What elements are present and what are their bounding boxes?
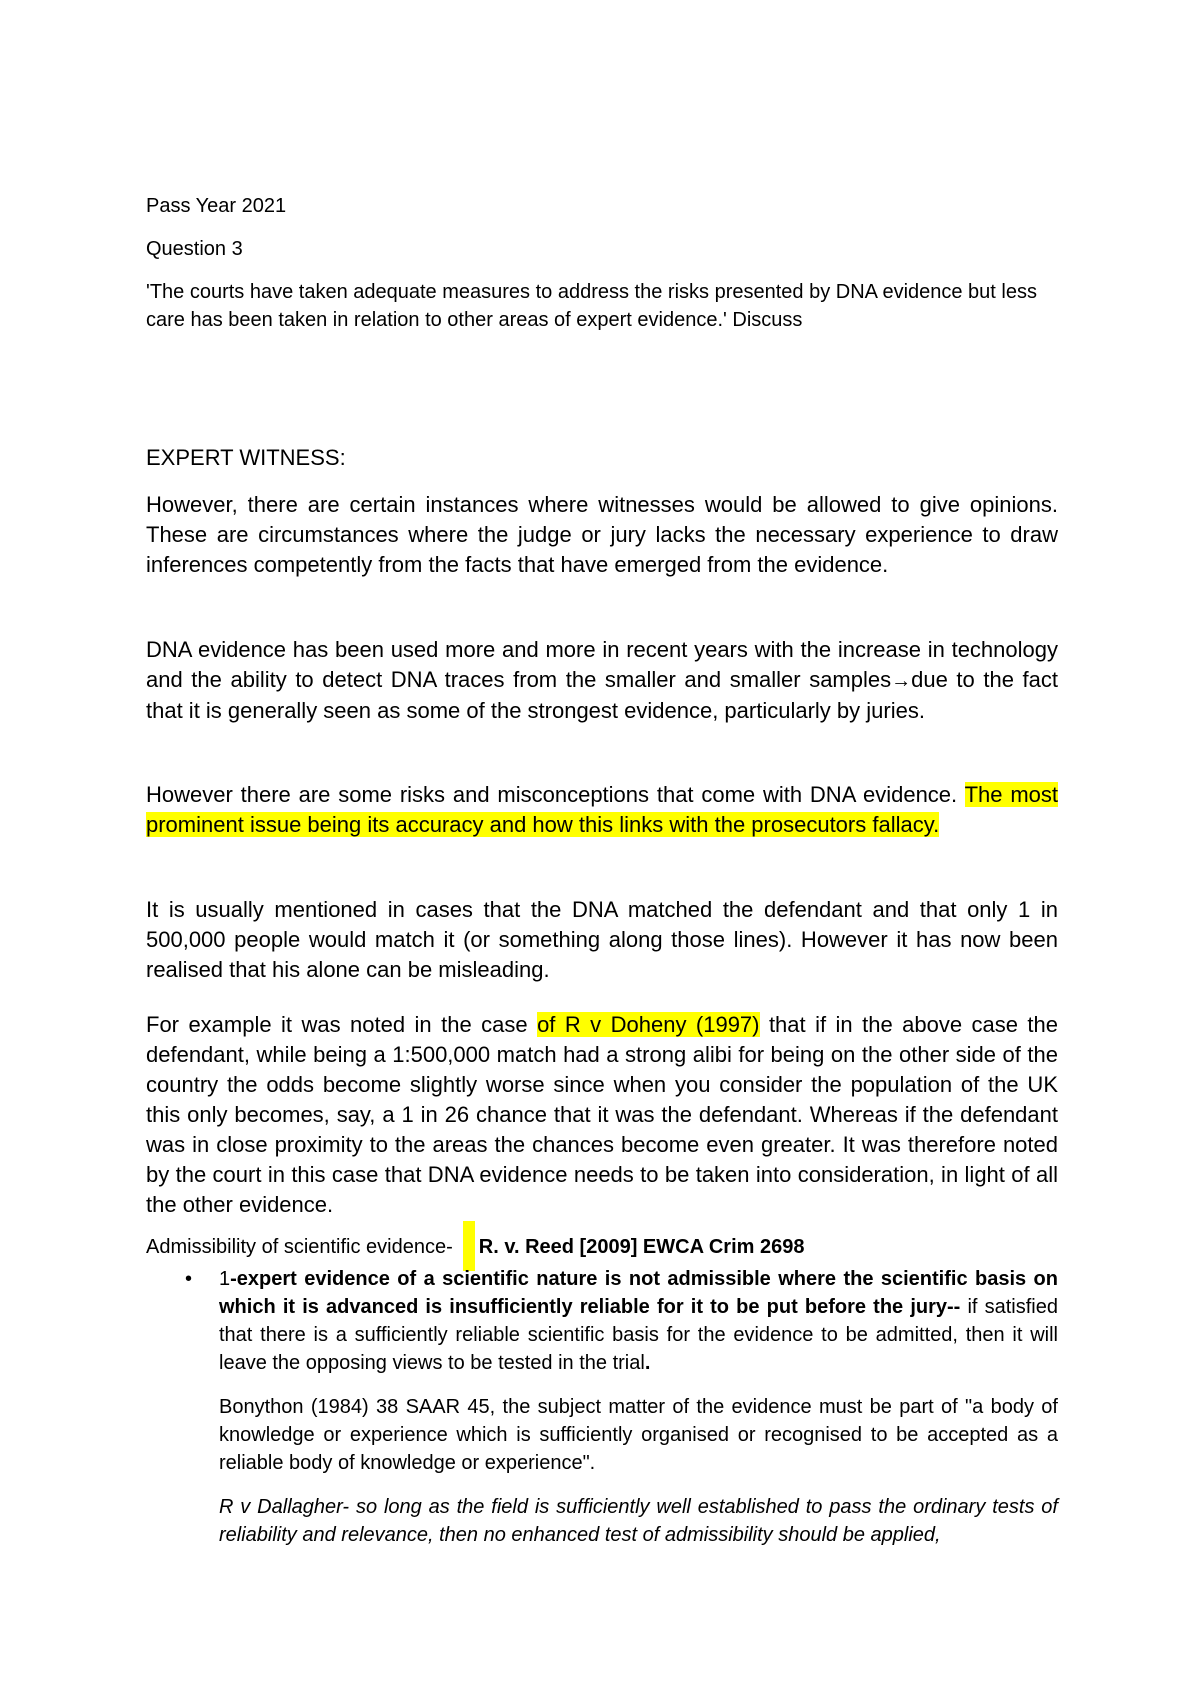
bullet-number: 1: [219, 1268, 231, 1290]
risks-text: However there are some risks and misconceptions that come with DNA evidence.: [146, 782, 958, 807]
dallagher-text: R v Dallagher- so long as the field is sufficiently well established to pass the ordinary tests of reliability and relevance, then no enhanced test of admissibility should be applied,: [219, 1496, 1058, 1546]
bullet-plain-text: if satisfied that there is a sufficiently reliable scientific basis for the evidence to be admitted, then it will leave the opposing views to be tested in the trial: [219, 1296, 1058, 1374]
dna-text-part1: DNA evidence has been used more and more in recent years with the increase in technology and the ability to detect DNA traces from the smaller and smaller samples: [146, 637, 1058, 692]
admissibility-line: [146, 1221, 1058, 1271]
arrow-right-icon: →: [891, 670, 912, 692]
bullet-bold-rule: -expert evidence of a scientific nature is not admissible where the scientific basis on which it is advanced is insufficiently reliable for it to be put before the jury--: [219, 1268, 1058, 1318]
paragraph-misleading: It is usually mentioned in cases that the DNA matched the defendant and that only 1 in 500,000 people would match it (or something along those lines). However it has now been realised that his alone can be misleading.: [146, 897, 1058, 982]
paragraph-dna-evidence: [146, 635, 1058, 726]
bullet-item-1: [185, 1265, 1058, 1549]
highlighted-case-doheny: of R v Doheny (1997): [537, 1012, 760, 1037]
doheny-text-after: that if in the above case the defendant, while being a 1:500,000 match had a strong alibi for being on the other side of the country the odds become slightly worse since when you consider the population of the UK this only becomes, say, a 1 in 26 chance that it was the defendant. Whereas if the defendant was in close proximity to the areas the chances become even greater. It was therefore noted by the court in this case that DNA evidence needs to be taken into consideration, in light of all the other evidence.: [146, 1012, 1058, 1217]
pass-year-title: Pass Year 2021: [146, 195, 287, 217]
bonython-text: Bonython (1984) 38 SAAR 45, the subject matter of the evidence must be part of "a body of knowledge or experience which is sufficiently organised or recognised to be accepted as a reliable body of knowledge or experience".: [219, 1396, 1058, 1474]
doheny-text-before: For example it was noted in the case: [146, 1012, 538, 1037]
question-quote: 'The courts have taken adequate measures to address the risks presented by DNA evidence but less care has been taken in relation to other areas of expert evidence.' Discuss: [146, 281, 1037, 331]
paragraph-opinions: However, there are certain instances where witnesses would be allowed to give opinions. These are circumstances where the judge or jury lacks the necessary experience to draw inferences competently from the facts that have emerged from the evidence.: [146, 492, 1058, 577]
paragraph-doheny: [146, 1010, 1058, 1220]
bullet-end-period: .: [644, 1352, 651, 1374]
dna-text-part2: due to the fact that it is generally seen as some of the strongest evidence, particularly by juries.: [146, 667, 1059, 723]
highlighted-accuracy-issue: The most prominent issue being its accuracy and how this links with the prosecutors fallacy.: [146, 782, 1058, 837]
bullet-main-text: [219, 1265, 1058, 1377]
paragraph-risks: [146, 780, 1058, 840]
section-heading: EXPERT WITNESS:: [146, 445, 346, 470]
highlight-marker: [463, 1221, 475, 1271]
bullet-marker: •: [185, 1268, 193, 1290]
admissibility-label: Admissibility of scientific evidence-: [146, 1236, 453, 1258]
case-reed: R. v. Reed [2009] EWCA Crim 2698: [478, 1236, 805, 1258]
question-number: Question 3: [146, 238, 243, 260]
